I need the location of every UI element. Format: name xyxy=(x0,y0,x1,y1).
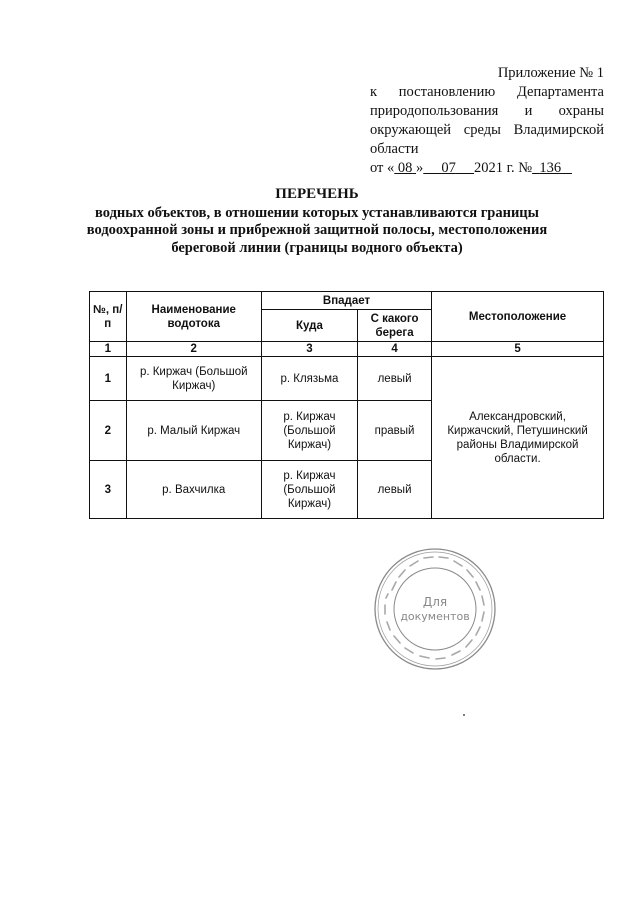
header-inflow: Впадает xyxy=(261,292,431,310)
row-bank: левый xyxy=(358,357,432,401)
appendix-date-line xyxy=(370,159,604,178)
header-name: Наименование водотока xyxy=(126,292,261,342)
appendix-title: Приложение № 1 xyxy=(497,65,604,81)
stamp-text-line-1: Для xyxy=(422,595,448,609)
heading-title: ПЕРЕЧЕНЬ xyxy=(275,186,359,202)
row-where: р. Киржач (Большой Киржач) xyxy=(261,401,357,461)
date-month: 07 xyxy=(441,160,456,176)
column-number-2: 2 xyxy=(126,342,261,357)
row-num: 1 xyxy=(90,357,127,401)
appendix-line-3: окружающей среды Владимирской xyxy=(370,122,604,138)
column-number-3: 3 xyxy=(261,342,357,357)
column-number-4: 4 xyxy=(358,342,432,357)
heading-line-2: водоохранной зоны и прибрежной защитной полосы, местоположения xyxy=(86,222,548,238)
document-heading xyxy=(80,186,554,257)
header-bank: С какого берега xyxy=(358,310,432,342)
date-mid: » xyxy=(416,160,424,176)
date-prefix: от « xyxy=(370,160,395,176)
page-mark xyxy=(463,714,465,716)
row-bank: правый xyxy=(358,401,432,461)
header-num: №, п/п xyxy=(90,292,127,342)
row-where: р. Клязьма xyxy=(261,357,357,401)
stamp-seal-icon xyxy=(372,546,498,672)
row-num: 3 xyxy=(90,461,127,519)
column-number-5: 5 xyxy=(432,342,604,357)
column-number-1: 1 xyxy=(90,342,127,357)
location-cell: Александровский, Киржачский, Петушинский районы Владимирской области. xyxy=(432,357,604,519)
appendix-block xyxy=(370,64,604,178)
appendix-line-4: области xyxy=(370,141,419,157)
appendix-line-1: к постановлению Департамента xyxy=(370,84,604,100)
row-name: р. Малый Киржач xyxy=(126,401,261,461)
row-name: р. Вахчилка xyxy=(126,461,261,519)
heading-line-1: водных объектов, в отношении которых устанавливаются границы xyxy=(95,204,539,221)
header-where: Куда xyxy=(261,310,357,342)
row-where: р. Киржач (Большой Киржач) xyxy=(261,461,357,519)
table-row xyxy=(90,357,604,401)
row-name: р. Киржач (Большой Киржач) xyxy=(126,357,261,401)
header-location: Местоположение xyxy=(432,292,604,342)
row-num: 2 xyxy=(90,401,127,461)
water-objects-table xyxy=(89,291,604,519)
heading-line-3: береговой линии (границы водного объекта) xyxy=(171,239,463,256)
date-day: 08 xyxy=(397,160,413,176)
official-stamp xyxy=(372,546,498,672)
document-number: 136 xyxy=(539,160,562,176)
date-year: 2021 г. № xyxy=(474,160,533,176)
stamp-text-line-2: документов xyxy=(400,610,470,623)
appendix-line-2: природопользования и охраны xyxy=(370,103,604,119)
row-bank: левый xyxy=(358,461,432,519)
